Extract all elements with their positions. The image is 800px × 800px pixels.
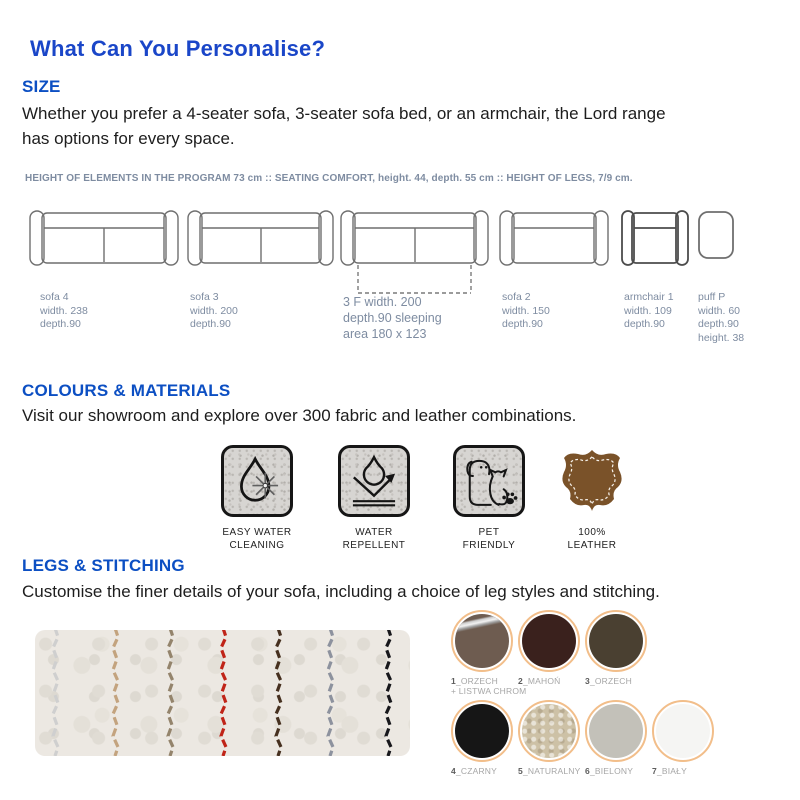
water-drop-sparkle-icon (221, 445, 293, 517)
sofa-size-diagram (25, 205, 745, 300)
stitch-line (113, 630, 118, 756)
sofa2-diagram (500, 211, 608, 265)
leg-swatch-bielony: 6_BIELONY (585, 700, 647, 776)
stitch-line (386, 630, 391, 756)
legs-heading: LEGS & STITCHING (22, 556, 185, 575)
leg-swatch-naturalny: 5_NATURALNY (518, 700, 580, 776)
sofa-3f-diagram (341, 211, 488, 293)
leather-hide-icon (556, 445, 628, 517)
water-repellent-icon (338, 445, 410, 517)
sofa3-label: sofa 3 width. 200 depth.90 (190, 291, 238, 330)
materials-heading: COLOURS & MATERIALS (22, 381, 231, 400)
puff-diagram (699, 212, 733, 258)
paw-print (502, 492, 517, 504)
sofa3-diagram (188, 211, 333, 265)
pet-friendly-icon (453, 445, 525, 517)
stitch-line (53, 630, 58, 756)
feature-label: PET FRIENDLY (462, 527, 516, 551)
sofa4-diagram (30, 211, 178, 265)
leg-swatch-bialy: 7_BIAŁY (652, 700, 714, 776)
feature-100-leather (537, 445, 647, 552)
stitching-samples-image (35, 630, 410, 756)
stitch-line (328, 630, 333, 756)
feature-label: WATER REPELLENT (342, 527, 406, 551)
leg-swatch-mahon: 2_MAHOŃ (518, 610, 580, 696)
legs-body: Customise the finer details of your sofa, including a choice of leg styles and stitching. (22, 582, 660, 601)
materials-body: Visit our showroom and explore over 300 fabric and leather combinations. (22, 406, 577, 425)
size-heading: SIZE (22, 77, 61, 96)
leg-swatch-row-2 (451, 700, 719, 776)
stitch-line (168, 630, 173, 756)
feature-easy-water-cleaning (202, 445, 312, 552)
leg-swatch-orzech-chrom: 1_ORZECH + LISTWA CHROM (451, 610, 513, 696)
sofa-3f-label: 3 F width. 200 depth.90 sleeping area 180 x 123 (343, 295, 442, 341)
page-title: What Can You Personalise? (30, 36, 326, 61)
leg-swatch-czarny: 4_CZARNY (451, 700, 513, 776)
armchair-diagram (622, 211, 688, 265)
leg-swatch-row-1 (451, 610, 652, 696)
feature-water-repellent (319, 445, 429, 552)
puff-label: puff P width. 60 depth.90 height. 38 (698, 291, 745, 344)
program-dimensions-note: HEIGHT OF ELEMENTS IN THE PROGRAM 73 cm :: SEATING COMFORT, height. 44, depth. 55 cm :: HEIGHT OF LEGS, 7/9 cm. (25, 173, 633, 184)
size-body: Whether you prefer a 4-seater sofa, 3-seater sofa bed, or an armchair, the Lord range has options for every space. (22, 104, 666, 148)
sofa2-label: sofa 2 width. 150 depth.90 (502, 291, 550, 330)
feature-label: EASY WATER CLEANING (222, 527, 292, 551)
stitch-line (221, 630, 226, 756)
feature-pet-friendly (434, 445, 544, 552)
stitch-line (276, 630, 281, 756)
leg-swatch-orzech: 3_ORZECH (585, 610, 647, 696)
feature-label: 100% LEATHER (567, 527, 617, 551)
armchair-label: armchair 1 width. 109 depth.90 (624, 291, 674, 330)
sleeping-area-outline (358, 265, 471, 293)
sofa4-label: sofa 4 width. 238 depth.90 (40, 291, 88, 330)
